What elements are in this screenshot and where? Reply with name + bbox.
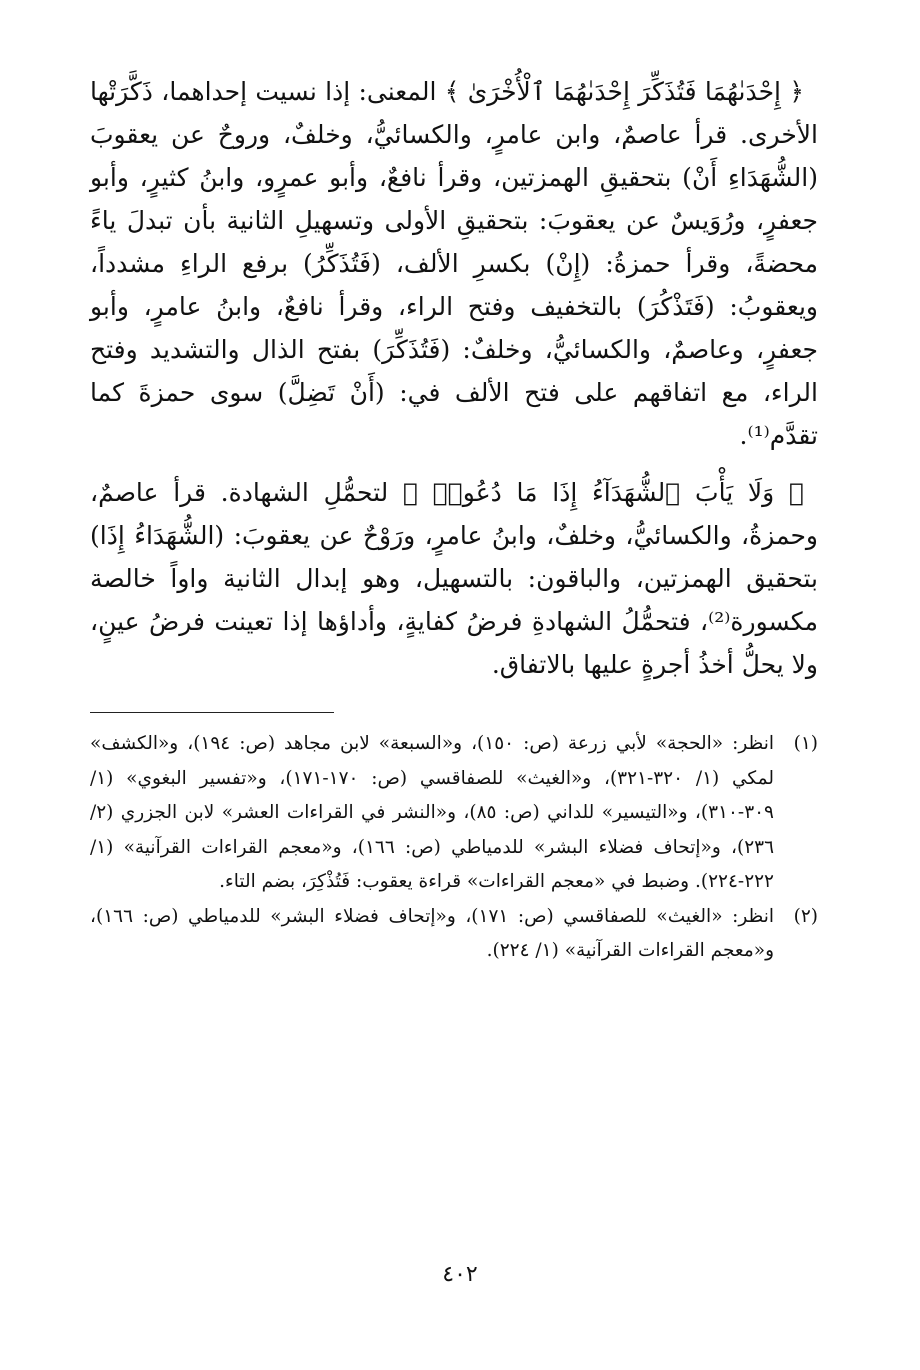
page-number: ٤٠٢ [442, 1262, 478, 1287]
footnote-number: (١) [793, 733, 818, 754]
body-paragraph-1: ﴿ إِحْدَىٰهُمَا فَتُذَكِّرَ إِحْدَىٰهُمَا ٱلْأُخْرَىٰ ﴾ المعنى: إذا نسيت إحداهما، ذَكَّرَتْها الأخرى. قرأ عاصمٌ، وابن عامرٍ، والكسائيُّ، وخلفٌ، وروحٌ عن يعقوبَ (الشُّهَدَاءِ أَنْ) بتحقيقِ الهمزتين، وقرأ نافعٌ، وأبو عمرٍو، وابنُ كثيرٍ، وأبو جعفرٍ، ورُوَيسٌ عن يعقوبَ: بتحقيقِ الأولى وتسهيلِ الثانية بأن تبدلَ ياءً محضةً، وقرأ حمزةُ: (إِنْ) بكسرِ الألف، (فَتُذَكِّرُ) برفع الراءِ مشدداً، ويعقوبُ: (فَتَذْكُرَ) بالتخفيف وفتح الراء، وقرأ نافعٌ، وابنُ عامرٍ، وأبو جعفرٍ، وعاصمٌ، والكسائيُّ، وخلفٌ: (فَتُذَكِّرَ) بفتح الذال والتشديد وفتح الراء، مع اتفاقهم على فتح الألف في: (أَنْ تَضِلَّ) سوى حمزةَ كما تقدَّم⁽¹⁾. [90, 77, 818, 450]
footnote-text: انظر: «الغيث» للصفاقسي (ص: ١٧١)، و«إتحاف فضلاء البشر» للدمياطي (ص: ١٦٦)، و«معجم القراءات القرآنية» (١/ ٢٢٤). [90, 905, 774, 961]
footnote-number: (٢) [793, 905, 818, 927]
footnotes [90, 727, 818, 969]
footnote-separator [90, 712, 334, 713]
footnote-1 [90, 727, 818, 900]
page-body [90, 70, 818, 969]
footnote-text: انظر: «الحجة» لأبي زرعة (ص: ١٥٠)، و«السبعة» لابن مجاهد (ص: ١٩٤)، و«الكشف» لمكي (١/ ٣٢٠-٣٢١)، و«الغيث» للصفاقسي (ص: ١٧٠-١٧١)، و«تفسير البغوي» (١/ ٣٠٩-٣١٠)، و«التيسير» للداني (ص: ٨٥)، و«النشر في القراءات العشر» لابن الجزري (٢/ ٢٣٦)، و«إتحاف فضلاء البشر» للدمياطي (ص: ١٦٦)، و«معجم القراءات القرآنية» (١/ ٢٢٢-٢٢٤). وضبط في «معجم القراءات» قراءة يعقوب: فَتُذْكِرَ، بضم التاء. [90, 733, 775, 892]
footnote-2 [90, 900, 818, 969]
body-paragraph-2: ﴿ وَلَا يَأْبَ ٱلشُّهَدَآءُ إِذَا مَا دُعُوا۟ ﴾ لتحمُّلِ الشهادة. قرأ عاصمٌ، وحمزةُ، والكسائيُّ، وخلفٌ، وابنُ عامرٍ، ورَوْحٌ عن يعقوبَ: (الشُّهَدَاءُ إِذَا) بتحقيق الهمزتين، والباقون: بالتسهيل، وهو إبدال الثانية واواً خالصة مكسورة⁽²⁾، فتحمُّلُ الشهادةِ فرضُ كفايةٍ، وأداؤها إذا تعينت فرضُ عينٍ، ولا يحلُّ أخذُ أجرةٍ عليها بالاتفاق. [90, 478, 818, 679]
